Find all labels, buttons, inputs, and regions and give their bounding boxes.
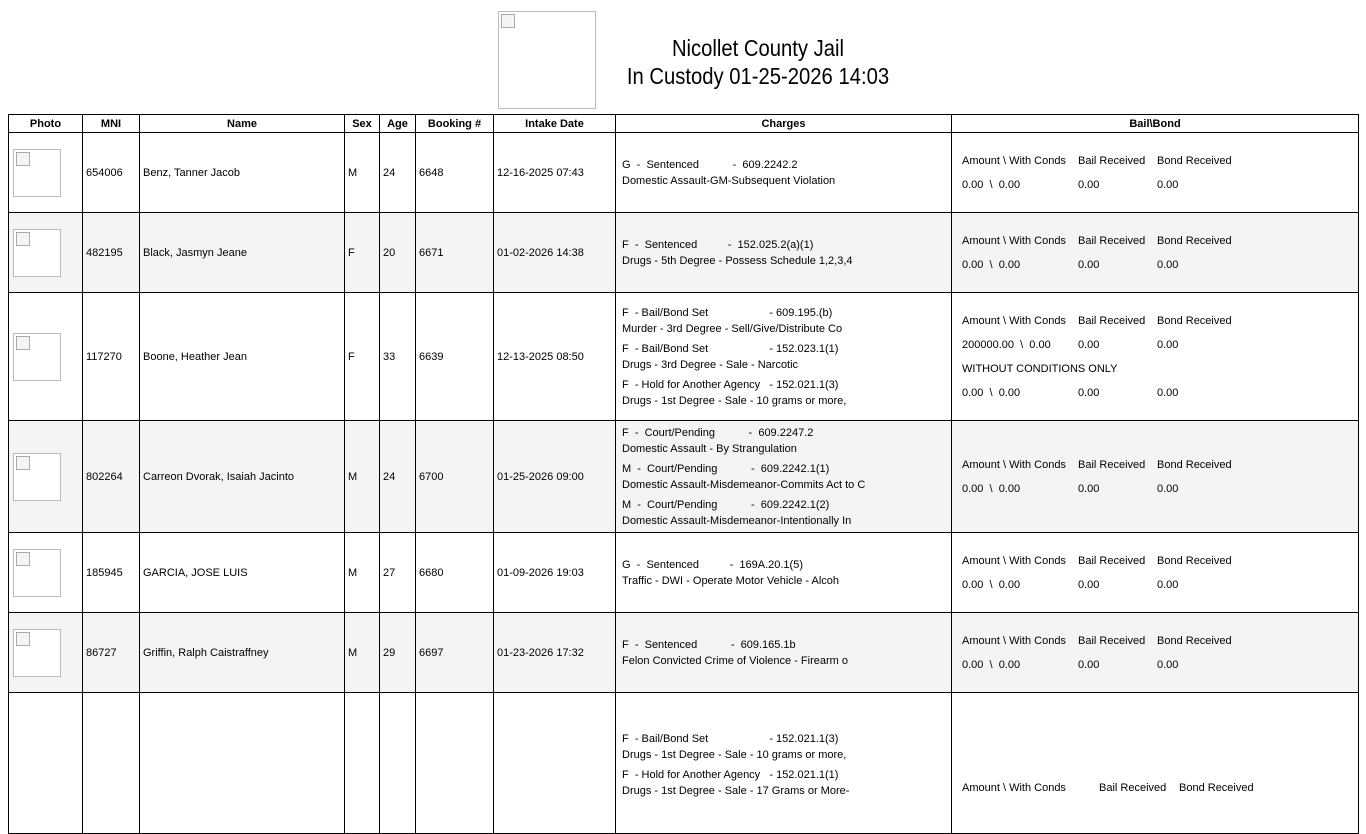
broken-image-icon [16, 336, 30, 350]
booking-cell: 6700 [416, 421, 494, 533]
bail-received-value: 0.00 [1078, 658, 1100, 671]
bail-header-row [962, 776, 1355, 800]
charge-entry [619, 425, 948, 457]
booking-cell [416, 693, 494, 834]
age-cell: 29 [380, 613, 416, 693]
intake-cell [494, 693, 616, 834]
charge-status: M - Court/Pending - 609.2242.1(1) [622, 462, 830, 475]
bond-received-label: Bond Received [1157, 554, 1232, 567]
charge-entry [619, 237, 948, 269]
col-name-header: Name [140, 115, 345, 133]
bail-block [955, 229, 1355, 277]
broken-image-icon [16, 552, 30, 566]
name-cell: GARCIA, JOSE LUIS [140, 533, 345, 613]
bail-amount-value: 0.00 \ 0.00 [962, 658, 1021, 671]
intake-cell: 01-09-2026 19:03 [494, 533, 616, 613]
intake-cell: 12-16-2025 07:43 [494, 133, 616, 213]
charge-status: G - Sentenced - 169A.20.1(5) [622, 558, 803, 571]
booking-cell: 6639 [416, 293, 494, 421]
bond-received-value: 0.00 [1157, 482, 1179, 495]
bail-values-row [962, 653, 1355, 677]
photo-cell [9, 693, 83, 834]
sex-cell: M [345, 133, 380, 213]
bail-header-row [962, 549, 1355, 573]
sex-cell: M [345, 533, 380, 613]
charges-cell [616, 213, 952, 293]
age-cell: 24 [380, 133, 416, 213]
charge-status: F - Bail/Bond Set - 152.023.1(1) [622, 342, 839, 355]
bail-header-row [962, 309, 1355, 333]
charge-description: Domestic Assault-Misdemeanor-Intentionally In [622, 514, 852, 527]
inmate-photo[interactable] [13, 629, 61, 677]
bail-received-label: Bail Received [1078, 154, 1146, 167]
charge-entry [619, 637, 948, 669]
name-cell: Carreon Dvorak, Isaiah Jacinto [140, 421, 345, 533]
age-cell: 20 [380, 213, 416, 293]
bail-amount-value: 0.00 \ 0.00 [962, 258, 1021, 271]
bail-amount-value: 200000.00 \ 0.00 [962, 338, 1051, 351]
bail-received-value: 0.00 [1078, 338, 1100, 351]
name-cell: Boone, Heather Jean [140, 293, 345, 421]
bail-received-label: Bail Received [1078, 634, 1146, 647]
broken-image-icon [16, 152, 30, 166]
col-mni-header: MNI [83, 115, 140, 133]
charge-status: M - Court/Pending - 609.2242.1(2) [622, 498, 830, 511]
charge-status: F - Bail/Bond Set - 609.195.(b) [622, 306, 833, 319]
col-bail-header: Bail\Bond [952, 115, 1359, 133]
intake-cell: 12-13-2025 08:50 [494, 293, 616, 421]
bail-values-row [962, 173, 1355, 197]
sex-cell [345, 693, 380, 834]
bond-received-label: Bond Received [1157, 154, 1232, 167]
charges-cell [616, 421, 952, 533]
bail-values-row [962, 253, 1355, 277]
charge-entry [619, 767, 948, 799]
name-cell: Benz, Tanner Jacob [140, 133, 345, 213]
bail-amount-label: Amount \ With Conds [962, 234, 1066, 247]
bail-received-value: 0.00 [1078, 482, 1100, 495]
age-cell: 27 [380, 533, 416, 613]
bail-values-row [962, 333, 1355, 357]
bail-received-label: Bail Received [1078, 554, 1146, 567]
table-row [9, 293, 1359, 421]
charge-status: F - Hold for Another Agency - 152.021.1(3) [622, 378, 839, 391]
col-age-header: Age [380, 115, 416, 133]
bail-amount-value: 0.00 \ 0.00 [962, 482, 1021, 495]
bail-cell [952, 613, 1359, 693]
photo-cell [9, 293, 83, 421]
bail-amount-label: Amount \ With Conds [962, 154, 1066, 167]
bail-cell [952, 533, 1359, 613]
bail-received-label: Bail Received [1078, 234, 1146, 247]
charges-cell [616, 293, 952, 421]
bail-cell [952, 213, 1359, 293]
broken-image-icon [16, 232, 30, 246]
bail-amount-value: 0.00 \ 0.00 [962, 386, 1021, 399]
bail-amount-label: Amount \ With Conds [962, 634, 1066, 647]
report-title: Nicollet County Jail [671, 35, 845, 61]
charge-description: Drugs - 1st Degree - Sale - 17 Grams or More- [622, 785, 850, 797]
booking-cell: 6680 [416, 533, 494, 613]
bail-amount-label: Amount \ With Conds [962, 554, 1066, 567]
bail-amount-label: Amount \ With Conds [962, 458, 1066, 471]
bail-cell [952, 421, 1359, 533]
name-cell: Griffin, Ralph Caistraffney [140, 613, 345, 693]
table-row [9, 213, 1359, 293]
broken-image-icon [16, 456, 30, 470]
charges-cell [616, 613, 952, 693]
inmate-photo[interactable] [13, 229, 61, 277]
bail-received-label: Bail Received [1078, 314, 1146, 327]
bail-values-row [962, 477, 1355, 501]
photo-cell [9, 421, 83, 533]
bond-received-value: 0.00 [1157, 178, 1179, 191]
col-intake-header: Intake Date [494, 115, 616, 133]
photo-cell [9, 213, 83, 293]
broken-image-icon [501, 14, 515, 28]
charge-description: Murder - 3rd Degree - Sell/Give/Distribute Co [622, 322, 843, 335]
mni-cell: 802264 [83, 421, 140, 533]
bail-values-row [962, 573, 1355, 597]
bond-received-label: Bond Received [1157, 234, 1232, 247]
booking-cell: 6648 [416, 133, 494, 213]
photo-cell [9, 133, 83, 213]
col-photo-header: Photo [9, 115, 83, 133]
charges-cell [616, 533, 952, 613]
bail-cell [952, 693, 1359, 834]
age-cell [380, 693, 416, 834]
charge-status: F - Court/Pending - 609.2247.2 [622, 426, 814, 439]
report-header [0, 0, 1366, 112]
charge-entry [619, 341, 948, 373]
bond-received-value: 0.00 [1157, 386, 1179, 399]
bond-received-value: 0.00 [1157, 338, 1179, 351]
bail-received-value: 0.00 [1078, 258, 1100, 271]
bail-received-label: Bail Received [1099, 782, 1167, 794]
booking-cell: 6671 [416, 213, 494, 293]
charge-entry [619, 305, 948, 337]
charge-status: F - Sentenced - 152.025.2(a)(1) [622, 238, 814, 251]
bail-cell [952, 293, 1359, 421]
bail-received-value: 0.00 [1078, 178, 1100, 191]
table-row [9, 533, 1359, 613]
mni-cell [83, 693, 140, 834]
bail-amount-label: Amount \ With Conds [962, 782, 1066, 794]
bond-received-label: Bond Received [1157, 314, 1232, 327]
mni-cell: 482195 [83, 213, 140, 293]
charge-entry [619, 497, 948, 529]
age-cell: 33 [380, 293, 416, 421]
charge-status: G - Sentenced - 609.2242.2 [622, 158, 798, 171]
bond-received-value: 0.00 [1157, 258, 1179, 271]
table-row [9, 421, 1359, 533]
sex-cell: M [345, 421, 380, 533]
bail-amount-value: 0.00 \ 0.00 [962, 178, 1021, 191]
bail-cell [952, 133, 1359, 213]
charges-cell [616, 693, 952, 834]
table-header-row [9, 115, 1359, 133]
bond-received-label: Bond Received [1157, 458, 1232, 471]
intake-cell: 01-25-2026 09:00 [494, 421, 616, 533]
charge-entry [619, 461, 948, 493]
bond-received-value: 0.00 [1157, 658, 1179, 671]
bail-received-value: 0.00 [1078, 386, 1100, 399]
intake-cell: 01-02-2026 14:38 [494, 213, 616, 293]
county-logo-image [498, 11, 596, 109]
age-cell: 24 [380, 421, 416, 533]
charge-description: Drugs - 1st Degree - Sale - 10 grams or more, [622, 749, 847, 761]
booking-cell: 6697 [416, 613, 494, 693]
sex-cell: F [345, 213, 380, 293]
charge-entry [619, 557, 948, 589]
bail-header-row [962, 629, 1355, 653]
table-row [9, 133, 1359, 213]
charges-cell [616, 133, 952, 213]
charge-description: Domestic Assault-GM-Subsequent Violation [622, 174, 836, 187]
charge-description: Felon Convicted Crime of Violence - Firearm o [622, 654, 848, 667]
bail-values-row [962, 381, 1355, 405]
inmate-photo[interactable] [13, 149, 61, 197]
bail-conditions-note: WITHOUT CONDITIONS ONLY [962, 362, 1118, 375]
col-charges-header: Charges [616, 115, 952, 133]
charge-status: F - Hold for Another Agency - 152.021.1(1) [622, 769, 839, 781]
bond-received-value: 0.00 [1157, 578, 1179, 591]
bail-block [955, 309, 1355, 405]
bail-block [955, 549, 1355, 597]
sex-cell: F [345, 293, 380, 421]
charge-description: Drugs - 3rd Degree - Sale - Narcotic [622, 358, 799, 371]
bail-header-row [962, 229, 1355, 253]
photo-cell [9, 533, 83, 613]
bail-received-value: 0.00 [1078, 578, 1100, 591]
charge-description: Traffic - DWI - Operate Motor Vehicle - Alcoh [622, 574, 840, 587]
bond-received-label: Bond Received [1157, 634, 1232, 647]
name-cell: Black, Jasmyn Jeane [140, 213, 345, 293]
mni-cell: 86727 [83, 613, 140, 693]
mni-cell: 117270 [83, 293, 140, 421]
bail-block [955, 629, 1355, 677]
bail-header-row [962, 453, 1355, 477]
bond-received-label: Bond Received [1179, 782, 1254, 794]
bail-block [955, 726, 1355, 800]
sex-cell: M [345, 613, 380, 693]
bail-received-label: Bail Received [1078, 458, 1146, 471]
report-subtitle: In Custody 01-25-2026 14:03 [626, 63, 890, 89]
charge-entry [619, 377, 948, 409]
col-booking-header: Booking # [416, 115, 494, 133]
bail-amount-label: Amount \ With Conds [962, 314, 1066, 327]
bail-block [955, 453, 1355, 501]
report-title-block [617, 34, 899, 90]
charge-description: Domestic Assault-Misdemeanor-Commits Act to C [622, 478, 866, 491]
charge-description: Domestic Assault - By Strangulation [622, 442, 797, 455]
charge-entry [619, 157, 948, 189]
inmate-photo[interactable] [13, 333, 61, 381]
charge-description: Drugs - 1st Degree - Sale - 10 grams or more, [622, 394, 847, 407]
charge-status: F - Bail/Bond Set - 152.021.1(3) [622, 733, 839, 745]
bail-block [955, 149, 1355, 197]
mni-cell: 185945 [83, 533, 140, 613]
photo-cell [9, 613, 83, 693]
table-row [9, 693, 1359, 834]
charge-entry [619, 731, 948, 763]
inmate-photo[interactable] [13, 453, 61, 501]
name-cell [140, 693, 345, 834]
intake-cell: 01-23-2026 17:32 [494, 613, 616, 693]
charge-status: F - Sentenced - 609.165.1b [622, 638, 796, 651]
custody-table [8, 114, 1359, 834]
bail-header-row [962, 149, 1355, 173]
bail-amount-value: 0.00 \ 0.00 [962, 578, 1021, 591]
broken-image-icon [16, 632, 30, 646]
inmate-photo[interactable] [13, 549, 61, 597]
col-sex-header: Sex [345, 115, 380, 133]
mni-cell: 654006 [83, 133, 140, 213]
charge-description: Drugs - 5th Degree - Possess Schedule 1,2,3,4 [622, 254, 853, 267]
table-row [9, 613, 1359, 693]
